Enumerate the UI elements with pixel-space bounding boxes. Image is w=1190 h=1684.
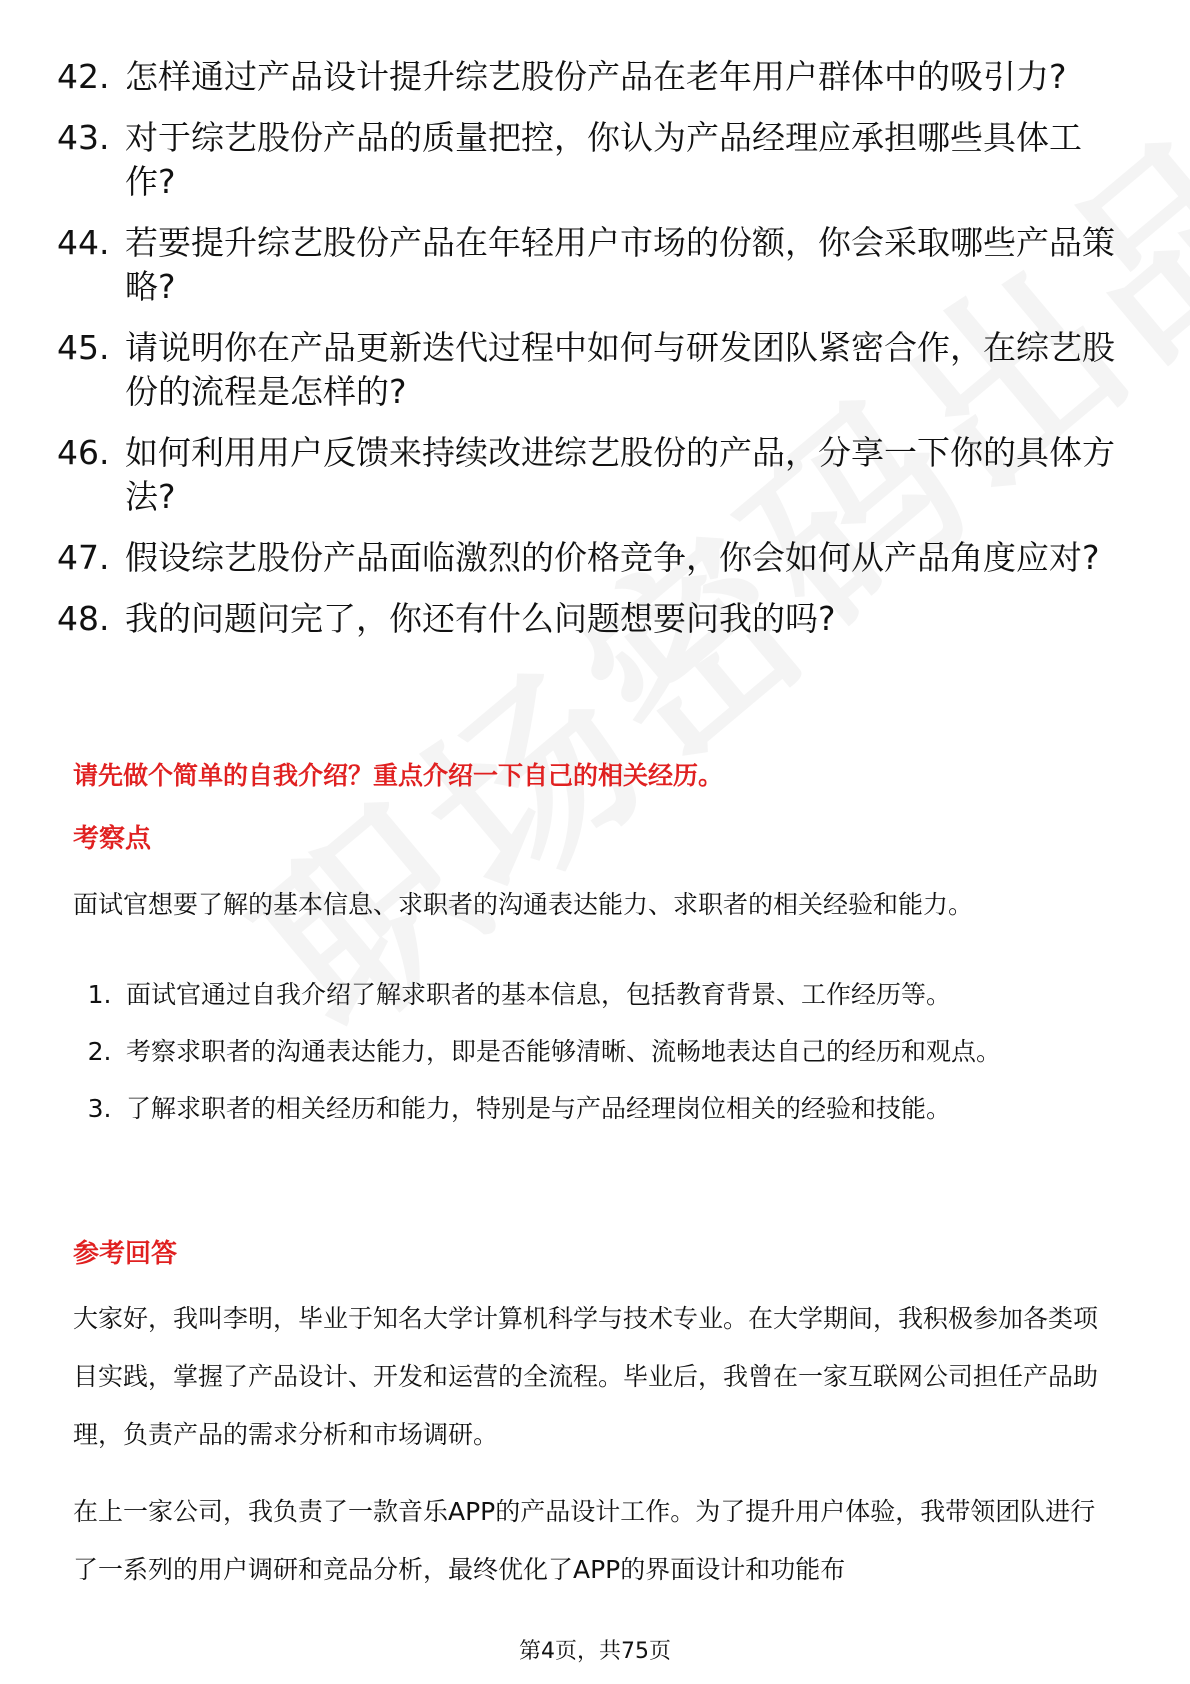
page-footer: 第4页，共75页 <box>519 1639 671 1664</box>
question-number: 43. <box>57 118 110 157</box>
question-number: 45. <box>57 328 110 367</box>
inspect-point-text: 了解求职者的相关经历和能力，特别是与产品经理岗位相关的经验和技能。 <box>126 1094 952 1123</box>
question-number: 46. <box>57 433 110 472</box>
question-number: 48. <box>57 599 110 638</box>
question-number: 47. <box>57 538 110 577</box>
inspect-label: 考察点 <box>73 824 152 854</box>
inspect-point-number: 3. <box>87 1094 112 1123</box>
inspect-point-text: 考察求职者的沟通表达能力，即是否能够清晰、流畅地表达自己的经历和观点。 <box>126 1037 1002 1066</box>
question-item <box>57 326 1137 414</box>
inspect-point-text: 面试官通过自我介绍了解求职者的基本信息，包括教育背景、工作经历等。 <box>126 980 952 1009</box>
question-item <box>57 116 1137 204</box>
inspect-point-number: 2. <box>87 1037 112 1066</box>
inspect-point-number: 1. <box>87 980 112 1009</box>
inspect-point-list <box>73 966 1118 1137</box>
inspect-point <box>73 966 1118 1023</box>
question-text: 假设综艺股份产品面临激烈的价格竞争，你会如何从产品角度应对? <box>125 538 1100 577</box>
question-text: 如何利用用户反馈来持续改进综艺股份的产品，分享一下你的具体方法? <box>125 433 1115 516</box>
answer-paragraph: 在上一家公司，我负责了一款音乐APP的产品设计工作。为了提升用户体验，我带领团队进行了一系列的用户调研和竞品分析，最终优化了APP的界面设计和功能布 <box>73 1497 1096 1584</box>
question-number: 42. <box>57 57 110 96</box>
question-item <box>57 536 1137 580</box>
question-item <box>57 597 1137 641</box>
question-number: 44. <box>57 223 110 262</box>
inspect-point <box>73 1023 1118 1080</box>
answer-label: 参考回答 <box>73 1239 178 1269</box>
question-text: 请说明你在产品更新迭代过程中如何与研发团队紧密合作，在综艺股份的流程是怎样的? <box>125 328 1115 411</box>
question-text: 怎样通过产品设计提升综艺股份产品在老年用户群体中的吸引力? <box>125 57 1067 96</box>
question-list <box>57 55 1137 658</box>
question-text: 若要提升综艺股份产品在年轻用户市场的份额，你会采取哪些产品策略? <box>125 223 1115 306</box>
question-title: 请先做个简单的自我介绍？重点介绍一下自己的相关经历。 <box>73 761 724 790</box>
answer-paragraph: 大家好，我叫李明，毕业于知名大学计算机科学与技术专业。在大学期间，我积极参加各类项目实践，掌握了产品设计、开发和运营的全流程。毕业后，我曾在一家互联网公司担任产品助理，负责产品的需求分析和市场调研。 <box>73 1304 1099 1449</box>
question-item <box>57 55 1137 99</box>
question-text: 对于综艺股份产品的质量把控，你认为产品经理应承担哪些具体工作? <box>125 118 1082 201</box>
inspect-intro: 面试官想要了解的基本信息、求职者的沟通表达能力、求职者的相关经验和能力。 <box>73 890 974 919</box>
inspect-point <box>73 1080 1118 1137</box>
question-text: 我的问题问完了，你还有什么问题想要问我的吗? <box>125 599 836 638</box>
question-item <box>57 431 1137 519</box>
question-item <box>57 221 1137 309</box>
